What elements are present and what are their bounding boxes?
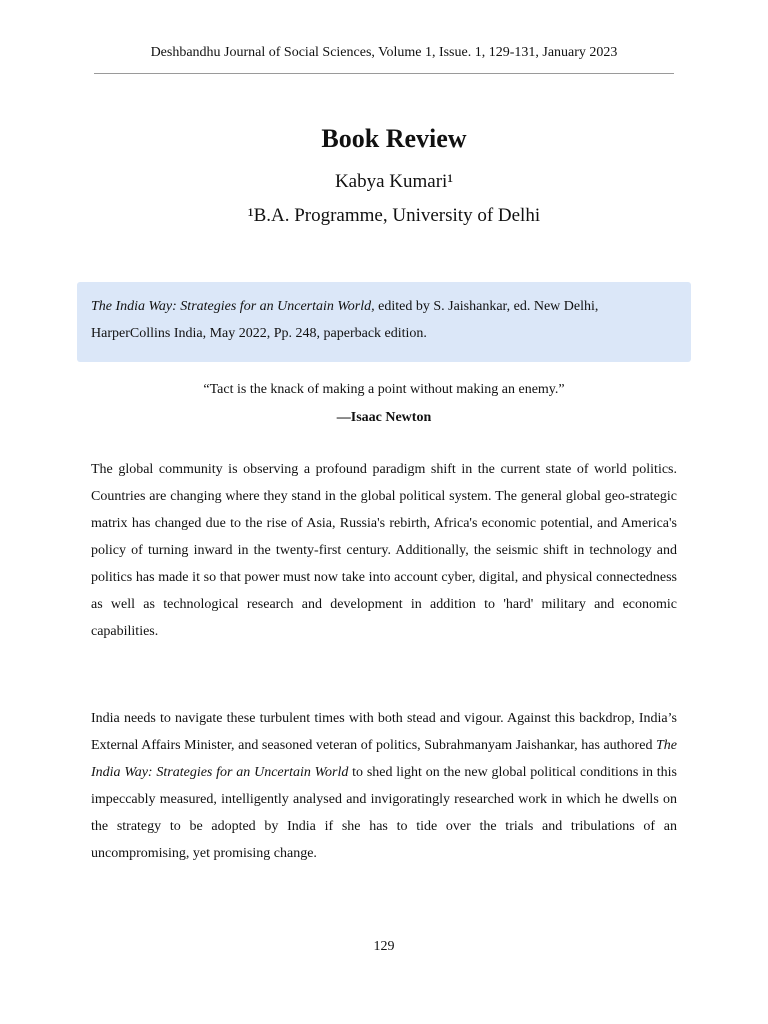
author-name: Kabya Kumari¹ (334, 171, 454, 192)
epigraph-attribution: —Isaac Newton (336, 410, 432, 425)
body-paragraph-1: The global community is observing a profound paradigm shift in the current state of world politics. Countries are changing where they stand in the global political system. The general global geo-strategic matrix has changed due to the rise of Asia, Russia's rebirth, Africa's economic potential, and America's policy of turning inward in the twenty-first century. Additionally, the seismic shift in technology and politics has made it so that power must now take into account cyber, digital, and physical connectedness as well as technological research and development in addition to 'hard' military and economic capabilities. (91, 462, 677, 639)
page-number: 129 (373, 939, 395, 954)
paragraph-2-end: to shed light on the new global political conditions in this impeccably measured, intelligently analysed and invigoratingly researched work in which he dwells on the strategy to be adopted by India if she has to tide over the trials and tribulations of an uncompromising, yet promising change. (91, 765, 677, 861)
body-paragraph-2 (91, 705, 677, 867)
citation-details: edited by S. Jaishankar, ed. New Delhi, HarperCollins India, May 2022, Pp. 248, paperback edition. (91, 299, 599, 341)
paragraph-2-start: India needs to navigate these turbulent times with both stead and vigour. Against this backdrop, India’s External Affairs Minister, and seasoned veteran of politics, Subrahmanyam Jaishankar, has authored (91, 711, 677, 753)
running-header: Deshbandhu Journal of Social Sciences, Volume 1, Issue. 1, 129-131, January 2023 (150, 45, 618, 60)
header-divider (94, 73, 674, 74)
author-affiliation: ¹B.A. Programme, University of Delhi (247, 205, 541, 226)
citation-book-title: The India Way: Strategies for an Uncertain World, (91, 299, 375, 314)
epigraph-quote: “Tact is the knack of making a point without making an enemy.” (203, 382, 565, 397)
book-citation-box (77, 282, 691, 362)
article-title: Book Review (321, 124, 467, 153)
paragraph-2-book-title: The India Way: Strategies for an Uncertain World (91, 738, 677, 780)
